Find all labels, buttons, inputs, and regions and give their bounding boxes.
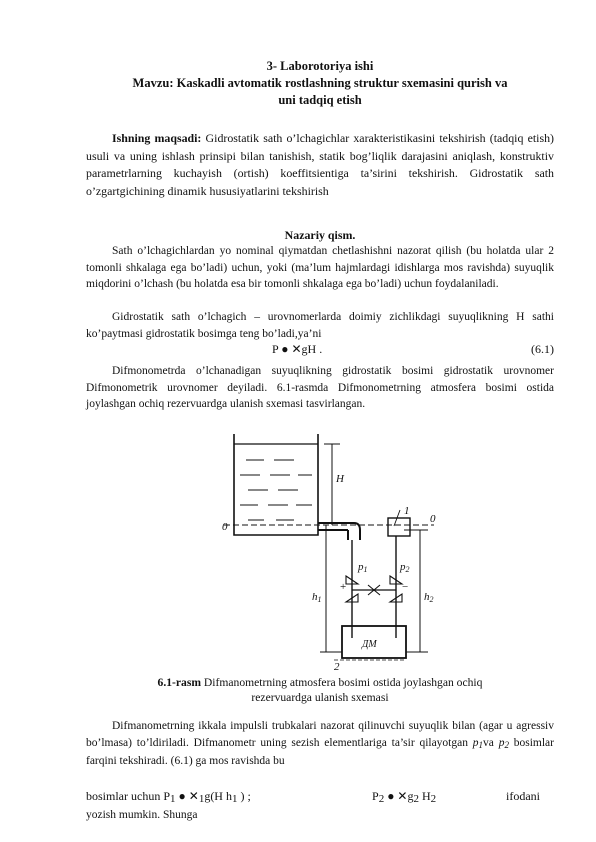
- formula-number: (6.1): [531, 342, 554, 356]
- label-two: 2: [334, 661, 340, 673]
- caption-text: Difmanometrning atmosfera bosimi ostida joylashgan ochiq: [201, 676, 483, 689]
- label-zero-right: 0: [430, 513, 436, 525]
- aim-label: Ishning maqsadi:: [112, 131, 202, 145]
- label-h2: h2: [424, 591, 434, 604]
- liquid-hatching: [240, 460, 312, 520]
- formula-p1: bosimlar uchun P1 ● ✕1g(H h1 ) ;: [86, 789, 251, 805]
- caption-label: 6.1-rasm: [157, 676, 202, 689]
- label-p1: p1: [358, 561, 368, 574]
- label-dm: ДМ: [362, 639, 377, 650]
- label-h1: h1: [312, 591, 322, 604]
- aim-text: Gidrostatik sath o’lchagichlar xarakteristikasini tekshirish (tadqiq etish) usuli va uning ishlash prinsipi bilan tanishish, statik bog’liqlik darajasini aniqlash, konstruktiv parametrlarning kuchayish (ortish) koeffitsientiga ta’sirini tekshirish. Gidrostatik sath o’zgartgichining dinamik hususiyatlarini tekshirish: [86, 131, 554, 198]
- topic-line-1: Mavzu: Kaskadli avtomatik rostlashning struktur sxemasini qurish va: [132, 76, 508, 90]
- formula: P ● ✕gH .: [272, 342, 323, 356]
- last-line: yozish mumkin. Shunga: [86, 809, 198, 821]
- label-p2: p2: [400, 561, 410, 574]
- theory-heading: Nazariy qism.: [284, 228, 356, 242]
- label-minus: −: [402, 581, 409, 593]
- lab-title: 3- Laborotoriya ishi: [266, 59, 374, 73]
- figure-caption: [86, 675, 554, 691]
- figure-diagram: [222, 430, 444, 673]
- theory-paragraph-3: Difmonometrda o’lchanadigan suyuqlikning gidrostatik bosimi gidrostatik urovnomer Difmonometrik urovnomer deyiladi. 6.1-rasmda Difmonometrning atmosfera bosimi ostida joylashgan ochiq rezervuardga ulanish sxemasi tasvirlangan.: [86, 365, 554, 410]
- figure-caption-line-2: rezervuardga ulanish sxemasi: [251, 691, 389, 704]
- topic-line-2: uni tadqiq etish: [278, 93, 362, 107]
- label-zero-left: 0: [222, 521, 228, 533]
- theory-paragraph-2: Gidrostatik sath o’lchagich – urovnomerlarda doimiy zichlikdagi suyuqlikning H sathi ko’paytmasi gidrostatik bosimga teng bo’ladi,ya’ni: [86, 311, 554, 340]
- bottom-paragraph: Difmanometrning ikkala impulsli trubkalari nazorat qilinuvchi suyuqlik bilan (agar u agressiv bo’lmasa) to’ldiriladi. Difmanometr uning sezish elementlariga ta’sir qilayotgan $p_1va$ $p_2$ bosimlar farqini tekshiradi. (6.1) ga mos ravishda bu: [86, 720, 554, 767]
- label-one: 1: [404, 505, 410, 517]
- formula-p2: P2 ● ✕g2 H2: [372, 789, 437, 805]
- label-H: H: [336, 473, 344, 485]
- label-plus: +: [340, 581, 347, 593]
- formula-suffix: ifodani: [506, 789, 540, 803]
- aim-paragraph: [86, 130, 554, 200]
- theory-paragraph-1: Sath o’lchagichlardan yo nominal qiymatdan chetlashishni nazorat qilish (bu holatda ular 2 tomonli shkalaga ega bo’ladi) uchun, yoki (ma’lum hajmlardagi idishlarga mos ravishda) suyuqlik miqdorini o’lchash (bu holatda esa bir tomonli shkalaga ega bo’ladi) uchun foydalaniladi.: [86, 245, 554, 290]
